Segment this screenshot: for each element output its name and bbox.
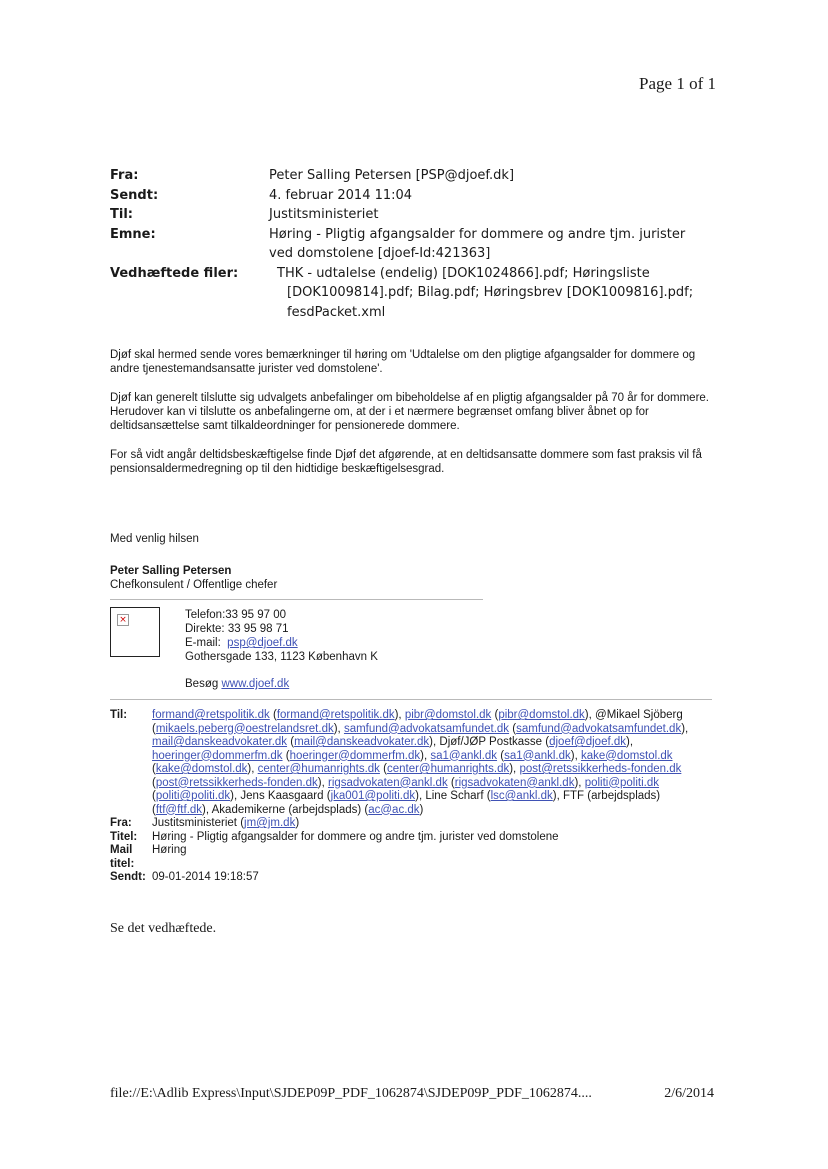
recipient-address-link[interactable]: lsc@ankl.dk — [490, 790, 553, 802]
header-sent-label: Sendt: — [110, 187, 159, 203]
email-body — [110, 348, 710, 491]
recipient: samfund@advokatsamfundet.dk (samfund@advokatsamfundet.dk), — [343, 722, 689, 735]
greeting: Med venlig hilsen — [110, 533, 199, 545]
signature-visit — [185, 678, 289, 690]
body-paragraph: Djøf kan generelt tilslutte sig udvalgets anbefalinger om bibeholdelse af en pligtig afgangsalder på 70 år for dommere. Herudover kan vi tilslutte os anbefalingerne om, at der i et nærmere begrænset omfang bliver åbnet op for deltidsansættelse samt tilkaldeordninger for pensionerede dommere. — [110, 392, 709, 432]
forward-sent-label: Sendt: — [110, 871, 146, 883]
body-paragraph: Djøf skal hermed sende vores bemærkninger til høring om 'Udtalelse om den pligtige afgangsalder for dommere og andre tjenestemandsansatte jurister ved domstolene'. — [110, 349, 696, 375]
recipient: sa1@ankl.dk (sa1@ankl.dk), — [430, 749, 581, 762]
recipient: Akademikerne (arbejdsplads) (ac@ac.dk) — [211, 803, 424, 816]
recipient-address-link[interactable]: mikaels.peberg@oestrelandsret.dk — [155, 722, 334, 735]
recipient: @Mikael Sjöberg (mikaels.peberg@oestrelandsret.dk), — [152, 709, 683, 735]
recipient-email-link[interactable]: post@retssikkerheds-fonden.dk — [519, 763, 682, 775]
forward-to-row — [110, 709, 720, 817]
signature-block — [110, 564, 277, 592]
page-footer — [110, 1086, 714, 1102]
recipient-email-link[interactable]: formand@retspolitik.dk — [152, 709, 270, 721]
recipient-email-link[interactable]: sa1@ankl.dk — [430, 749, 498, 762]
recipient-address-link[interactable]: rigsadvokaten@ankl.dk — [454, 776, 575, 789]
forward-to-label: Til: — [110, 709, 128, 721]
recipient: Djøf/JØP Postkasse (djoef@djoef.dk), — [439, 736, 634, 748]
header-subject-value: Høring - Pligtig afgangsalder for dommere og andre tjm. jurister ved domstolene [djoef-Id:421363] — [269, 226, 686, 261]
recipient: rigsadvokaten@ankl.dk (rigsadvokaten@ankl.dk), — [327, 776, 585, 789]
recipient: post@retssikkerheds-fonden.dk (post@retssikkerheds-fonden.dk), — [152, 763, 682, 789]
visit-label: Besøg — [185, 678, 219, 690]
header-sent-row — [110, 186, 710, 206]
header-to-row — [110, 205, 710, 225]
email-header — [110, 166, 710, 322]
recipient: Line Scharf (lsc@ankl.dk), — [425, 790, 563, 802]
footer-date: 2/6/2014 — [664, 1086, 714, 1101]
recipient-address-link[interactable]: djoef@djoef.dk — [549, 736, 626, 748]
forward-from-value: Justitsministeriet (jm@jm.dk) — [152, 817, 300, 829]
signature-address: Gothersgade 133, 1123 København K — [185, 651, 378, 663]
recipient: hoeringer@dommerfm.dk (hoeringer@dommerfm.dk), — [152, 749, 431, 762]
recipient-name: FTF (arbejdsplads) — [562, 790, 661, 802]
recipient-address-link[interactable]: mail@danskeadvokater.dk — [294, 736, 430, 748]
broken-image-icon: × — [117, 614, 129, 626]
recipient: Jens Kaasgaard (jka001@politi.dk), — [240, 790, 426, 802]
recipient-address-link[interactable]: samfund@advokatsamfundet.dk — [516, 722, 682, 735]
recipient-name: Line Scharf — [425, 790, 484, 802]
recipient: formand@retspolitik.dk (formand@retspolitik.dk), — [152, 709, 405, 721]
recipient-email-link[interactable]: samfund@advokatsamfundet.dk — [343, 722, 510, 735]
header-attachments-value: THK - udtalelse (endelig) [DOK1024866].pdf; Høringsliste [DOK1009814].pdf; Bilag.pdf; Høringsbrev [DOK1009816].pdf; fesdPacket.xml — [277, 265, 694, 320]
signature-logo — [110, 607, 160, 657]
recipient-email-link[interactable]: rigsadvokaten@ankl.dk — [327, 776, 448, 789]
header-subject-row — [110, 225, 710, 264]
recipient-name: @Mikael Sjöberg — [595, 709, 683, 721]
forward-from-row — [110, 817, 720, 831]
signature-email-label: E-mail: — [185, 637, 221, 649]
header-from-label: Fra: — [110, 168, 139, 183]
page-number: Page 1 of 1 — [639, 74, 716, 93]
header-to-value: Justitsministeriet — [269, 207, 379, 222]
forward-mailtitle-row — [110, 844, 720, 871]
recipient-name: Akademikerne (arbejdsplads) — [211, 803, 362, 816]
body-paragraph: For så vidt angår deltidsbeskæftigelse finde Djøf det afgørende, at en deltidsansatte dommere som fast praksis vil få pensionsaldermedregning op til den hidtidige beskæftigelsesgrad. — [110, 449, 702, 475]
recipient-address-link[interactable]: sa1@ankl.dk — [504, 749, 571, 762]
forward-title-label: Titel: — [110, 830, 138, 843]
forward-sent-row — [110, 871, 720, 885]
footer-path: file://E:\Adlib Express\Input\SJDEP09P_PDF_1062874\SJDEP09P_PDF_1062874.... — [110, 1086, 592, 1101]
signature-direct: Direkte: 33 95 98 71 — [185, 623, 289, 635]
header-from-value: Peter Salling Petersen [PSP@djoef.dk] — [269, 168, 515, 183]
signature-divider — [110, 599, 483, 600]
forward-divider — [110, 699, 712, 700]
recipient-address-link[interactable]: kake@domstol.dk — [155, 763, 248, 775]
header-attachments-label: Vedhæftede filer: — [110, 265, 239, 281]
recipient: mail@danskeadvokater.dk (mail@danskeadvokater.dk), — [152, 736, 440, 748]
signature-phone: Telefon:33 95 97 00 — [185, 609, 287, 621]
header-subject-label: Emne: — [110, 226, 156, 242]
signature-title: Chefkonsulent / Offentlige chefer — [110, 579, 278, 591]
forward-from-email[interactable]: jm@jm.dk — [244, 817, 296, 829]
header-attachments-row — [110, 264, 710, 323]
recipient-email-link[interactable]: center@humanrights.dk — [257, 763, 380, 775]
recipient: kake@domstol.dk (kake@domstol.dk), — [152, 749, 673, 775]
forward-title-value: Høring - Pligtig afgangsalder for dommere og andre tjm. jurister ved domstolene — [152, 830, 559, 843]
signature-contact — [185, 608, 378, 664]
recipient-address-link[interactable]: center@humanrights.dk — [386, 763, 510, 775]
forwarded-header — [110, 709, 720, 885]
recipient-email-link[interactable]: pibr@domstol.dk — [404, 709, 492, 721]
forward-from-label: Fra: — [110, 817, 132, 829]
recipient-name: Jens Kaasgaard — [240, 790, 324, 802]
forward-mailtitle-label: Mail titel: — [110, 844, 135, 870]
signature-email-link[interactable]: psp@djoef.dk — [227, 637, 298, 649]
header-to-label: Til: — [110, 207, 133, 222]
recipient-email-link[interactable]: hoeringer@dommerfm.dk — [152, 749, 283, 762]
recipient: pibr@domstol.dk (pibr@domstol.dk), — [404, 709, 596, 721]
header-from-row — [110, 166, 710, 186]
recipient-address-link[interactable]: politi@politi.dk — [155, 790, 231, 802]
recipient-address-link[interactable]: pibr@domstol.dk — [498, 709, 585, 721]
recipient: center@humanrights.dk (center@humanrights.dk), — [257, 763, 520, 775]
recipient-address-link[interactable]: jka001@politi.dk — [330, 790, 416, 802]
signature-name: Peter Salling Petersen — [110, 565, 232, 577]
attachment-note: Se det vedhæftede. — [110, 921, 217, 936]
recipient: politi@politi.dk (politi@politi.dk), — [152, 776, 660, 802]
recipient-address-link[interactable]: post@retssikkerheds-fonden.dk — [155, 776, 318, 789]
forward-sent-value: 09-01-2014 19:18:57 — [152, 871, 259, 883]
website-link[interactable]: www.djoef.dk — [221, 678, 290, 690]
recipient-address-link[interactable]: formand@retspolitik.dk — [276, 709, 395, 721]
forward-mailtitle-value: Høring — [152, 844, 187, 856]
recipient-email-link[interactable]: kake@domstol.dk — [580, 749, 673, 762]
forward-title-row — [110, 831, 720, 845]
recipient-name: Djøf/JØP Postkasse — [439, 736, 543, 748]
recipient-address-link[interactable]: ftf@ftf.dk — [155, 803, 203, 816]
signature-email-row — [185, 636, 378, 650]
recipient-list — [152, 709, 720, 817]
forward-from-name: Justitsministeriet — [152, 817, 237, 829]
recipient-email-link[interactable]: mail@danskeadvokater.dk — [152, 736, 288, 748]
recipient-email-link[interactable]: politi@politi.dk — [584, 776, 660, 789]
header-sent-value: 4. februar 2014 11:04 — [269, 187, 413, 203]
recipient: FTF (arbejdsplads) (ftf@ftf.dk), — [152, 790, 661, 816]
recipient-address-link[interactable]: ac@ac.dk — [368, 803, 420, 816]
recipient-address-link[interactable]: hoeringer@dommerfm.dk — [289, 749, 421, 762]
